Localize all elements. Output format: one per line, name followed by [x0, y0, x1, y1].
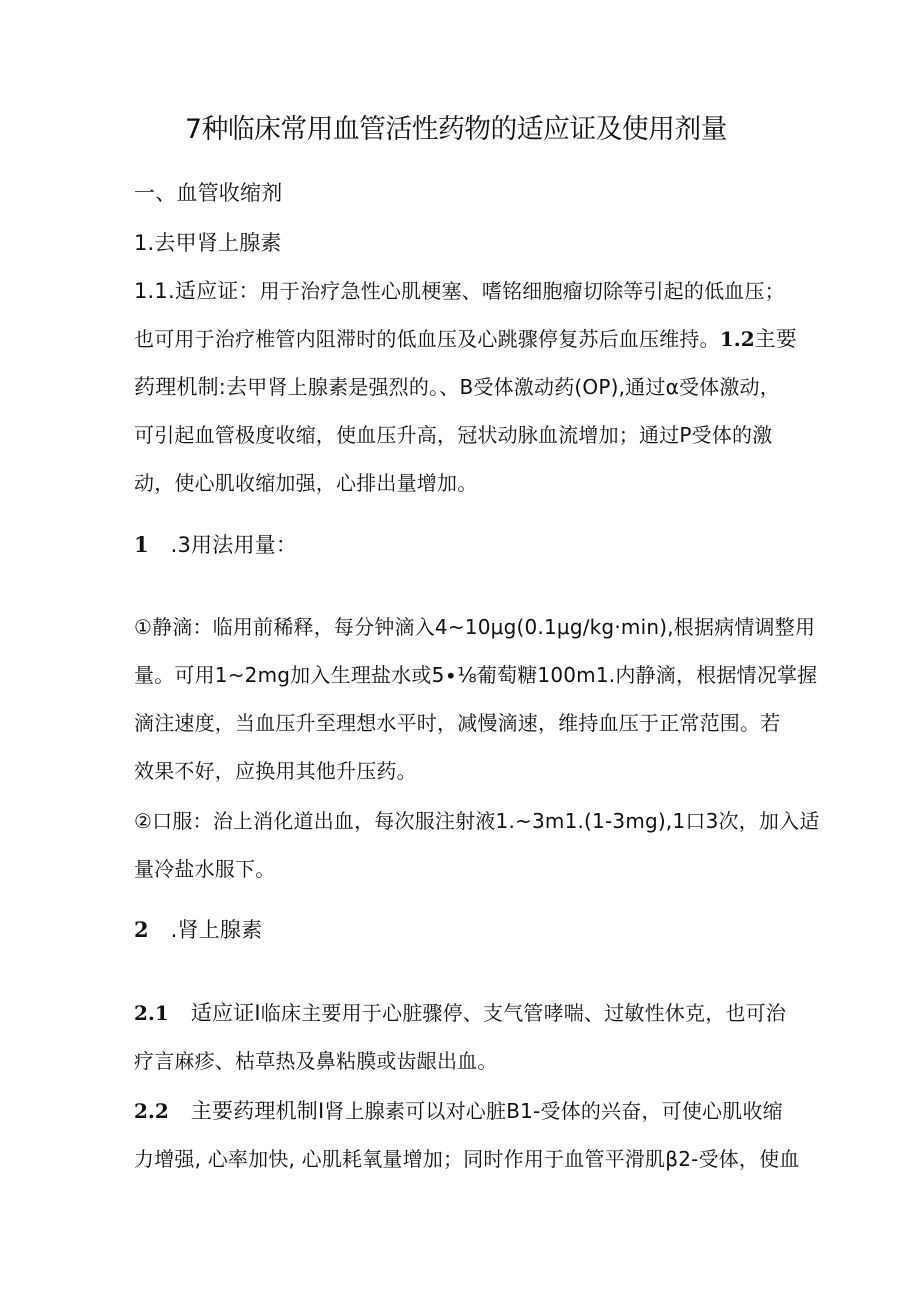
label-indications-2-1: 适应证I	[190, 1001, 261, 1025]
drug-heading-epinephrine	[134, 915, 262, 945]
usage-iv-line-4: 效果不好，应换用其他升压药。	[134, 759, 417, 783]
text-indications-2-1: 临床主要用于心脏骤停、支气管哮喘、过敏性休克，也可治	[260, 1001, 786, 1025]
text-mechanism-1-2: 甲肾上腺素是强烈的。、B受体激动药(OP),通过α受体激动，	[247, 375, 780, 399]
subheading-usage-1-3	[134, 530, 297, 560]
text-mechanism-2-2: 肾上腺素可以对心脏B1-受体的兴奋，可使心肌收缩	[324, 1099, 783, 1123]
label-mechanism-2-2: 主要药理机制I	[190, 1099, 325, 1123]
usage-iv-line-2: 量。可用1~2mg加入生理盐水或5∙⅛葡萄糖100m1.内静滴，根据情况掌握	[134, 663, 818, 687]
paragraph-line: 力增强, 心率加快, 心肌耗氧量增加；同时作用于血管平滑肌β2-受体，使血	[134, 1147, 800, 1171]
paragraph-mechanism-1-2	[134, 372, 780, 402]
paragraph-line: 疗言麻疹、枯草热及鼻粘膜或齿龈出血。	[134, 1049, 498, 1073]
document-title: 7种临床常用血管活性药物的适应证及使用剂量	[185, 114, 727, 145]
paragraph-line: 动，使心肌收缩加强，心排出量增加。	[134, 471, 478, 495]
usage-oral-line-1: ②口服：治上消化道出血，每次服注射液1.~3m1.(1-3mg),1口3次，加入适	[134, 809, 820, 833]
usage-iv-line-3: 滴注速度，当血压升至理想水平时，减慢滴速，维持血压于正常范围。若	[134, 711, 781, 735]
label-mechanism-1-2-a: 主要	[754, 327, 798, 351]
drug-heading-epinephrine-text: .肾上腺素	[170, 918, 263, 942]
section-heading-vasoconstrictors: 一、血管收缩剂	[134, 181, 283, 205]
label-mechanism-1-2-num: 1.2	[719, 327, 755, 351]
paragraph-line: 可引起血管极度收缩，使血压升高，冠状动脉血流增加；通过P受体的激	[134, 423, 773, 447]
paragraph-indications-2-1	[134, 998, 786, 1028]
label-indications-1-1: 1.1.适应证：	[134, 279, 260, 303]
paragraph-indications-1-1	[134, 276, 785, 306]
subheading-usage-num: 1	[134, 532, 149, 557]
drug-heading-norepinephrine: 1.去甲肾上腺素	[134, 231, 282, 255]
text-indications-1-1-cont: 也可用于治疗椎管内阻滞时的低血压及心跳骤停复苏后血压维持。	[134, 327, 720, 351]
paragraph-mechanism-2-2	[134, 1096, 783, 1126]
subheading-usage-label: .3用法用量：	[170, 533, 298, 557]
label-mechanism-1-2-b: 药理机制:去	[134, 375, 248, 399]
paragraph-line	[134, 324, 797, 354]
usage-iv-line-1: ①静滴：临用前稀释，每分钟滴入4~10μg(0.1μg∕kg·min),根据病情调整用	[134, 615, 816, 639]
label-indications-2-1-num: 2.1	[134, 1001, 169, 1025]
text-indications-1-1: 用于治疗急性心肌梗塞、嗜铭细胞瘤切除等引起的低血压；	[259, 279, 785, 303]
usage-oral-line-2: 量冷盐水服下。	[134, 857, 276, 881]
label-mechanism-2-2-num: 2.2	[134, 1099, 169, 1123]
drug-heading-epinephrine-num: 2	[134, 917, 149, 942]
